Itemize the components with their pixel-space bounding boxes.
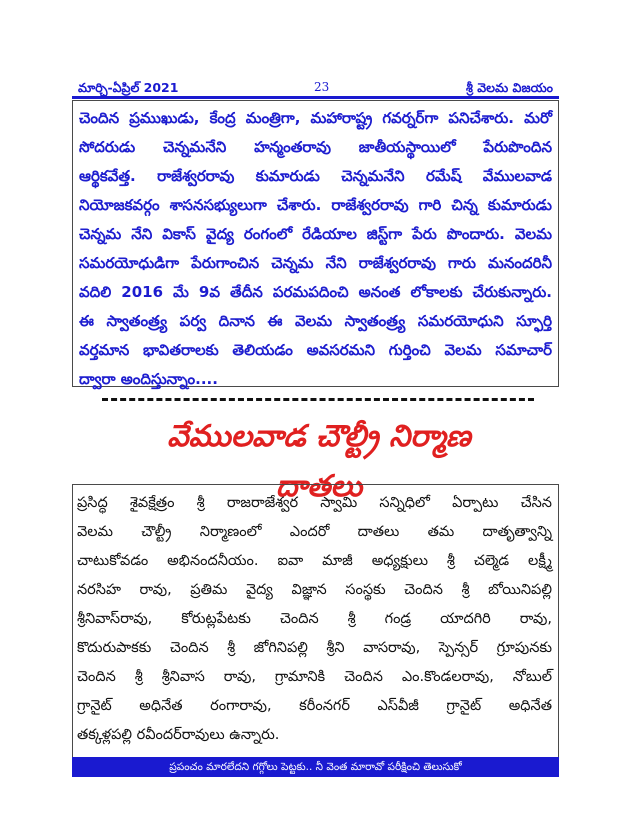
text-line: సమరయోధుడిగా పేరుగాంచిన చెన్నమ నేని రాజేశ్వరరావు గారు మనందరినీ	[79, 254, 552, 272]
text-line: చెన్నమ నేని వికాస్ వైద్య రంగంలో రేడియాల జిస్ట్‌గా పేరు పొందారు. వెలమ	[79, 225, 552, 243]
text-line: ఆర్థికవేత్త. రాజేశ్వరరావు కుమారుడు చెన్నమనేని రమేష్ వేములవాడ	[79, 167, 552, 185]
article-bottom-text	[73, 485, 558, 750]
text-line: చెందిన శ్రీ శ్రీనివాస రావు, గ్రామానికి చెందిన ఎం.కొండలరావు, నోబుల్	[77, 669, 552, 685]
issue-date: మార్చి-ఏప్రిల్ 2021	[78, 80, 179, 95]
text-line: తక్కళ్లపల్లి రవీందర్‌రావులు ఉన్నారు.	[77, 727, 280, 743]
text-line: కొదురుపాకకు చెందిన శ్రీ జోగినిపల్లి శ్రీని వాసరావు, స్పెన్సర్ గ్రూపునకు	[77, 640, 552, 656]
page-number: 23	[314, 80, 330, 94]
article-top-box	[72, 100, 559, 387]
dashed-divider	[102, 398, 534, 411]
text-line: నరసిహ రావు, ప్రతిమ వైద్య విజ్ఞాన సంస్థకు చెందిన శ్రీ బోయినిపల్లి	[77, 582, 552, 598]
header-rule	[72, 96, 559, 99]
text-line: చాటుకోవడం అభినందనీయం. ఐవా మాజీ అధ్యక్షులు శ్రీ చల్మెడ లక్ష్మీ	[77, 553, 552, 569]
text-line: వదిలి 2016 మే 9వ తేదీన పరమపదించి అనంత లోకాలకు చేరుకున్నారు.	[79, 283, 552, 301]
text-line: సోదరుడు చెన్నమనేని హన్మంతరావు జాతీయస్థాయిలో పేరుపొందిన	[79, 138, 552, 156]
magazine-title: శ్రీ వెలమ విజయం	[466, 80, 553, 95]
section-title: వేములవాడ చౌల్ట్రీ నిర్మాణ దాతలు	[167, 419, 471, 504]
text-line: నియోజకవర్గం శాసనసభ్యులుగా చేశారు. రాజేశ్వరరావు గారి చిన్న కుమారుడు	[79, 196, 552, 214]
text-line: చెందిన ప్రముఖుడు, కేంద్ర మంత్రిగా, మహారాష్ట్ర గవర్నర్‌గా పనిచేశారు. మరో	[79, 109, 552, 127]
page-footer: ప్రపంచం మారలేదని గగ్గోలు పెట్టకు.. నీ వెంత మారావో పరీక్షించి తెలుసుకో	[72, 757, 559, 777]
page-header	[72, 79, 559, 96]
text-line: వెలమ చౌల్ట్రీ నిర్మాణంలో ఎందరో దాతలు తమ దాతృత్వాన్ని	[77, 524, 552, 540]
text-line: ఈ స్వాతంత్ర్య పర్వ దినాన ఈ వెలమ స్వాతంత్ర్య సమరయోధుని స్ఫూర్తి	[79, 312, 552, 330]
article-top-text	[73, 101, 558, 394]
text-line: శ్రీనివాస్‌రావు, కోరుట్లపేటకు చెందిన శ్రీ గండ్ర యాదగిరి రావు,	[77, 611, 552, 627]
text-line: వర్తమాన భావితరాలకు తెలియడం అవసరమని గుర్తించి వెలమ సమాచార్	[79, 341, 552, 359]
text-line: ద్వారా అందిస్తున్నాం....	[79, 370, 218, 388]
article-bottom-box	[72, 484, 559, 758]
text-line: గ్రానైట్ అధినేత రంగారావు, కరీంనగర్ ఎస్‌వీజీ గ్రానైట్ అధినేత	[77, 698, 552, 714]
text-line: ప్రసిద్ధ శైవక్షేత్రం శ్రీ రాజరాజేశ్వర స్వామి సన్నిధిలో ఏర్పాటు చేసిన	[77, 495, 552, 511]
